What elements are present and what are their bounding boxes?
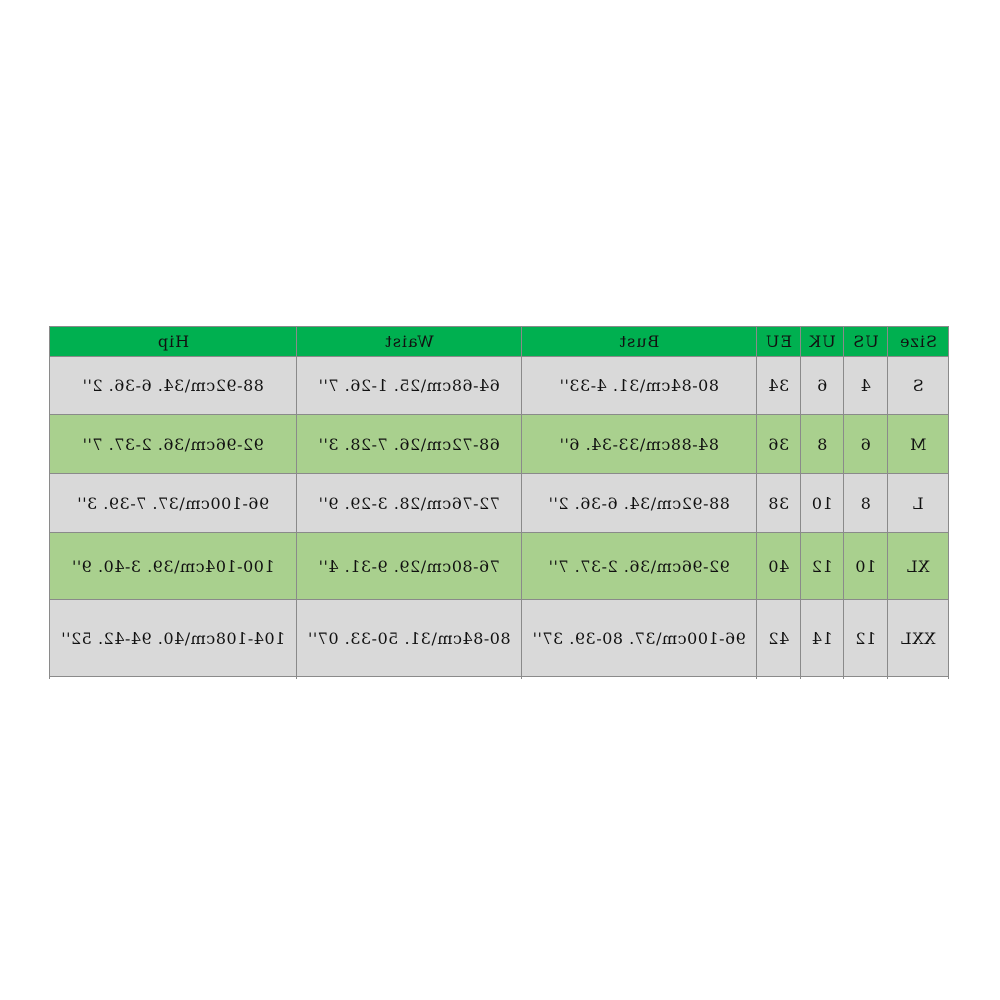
cell-us: 4: [844, 357, 888, 415]
cell-uk: 12: [801, 533, 844, 600]
header-hip: Hip: [50, 327, 297, 357]
cell-us: 12: [844, 600, 888, 677]
cell-size: S: [888, 357, 949, 415]
cell-hip: 104-108cm\40. 94-42. 52'': [50, 600, 297, 677]
table-row: [50, 474, 949, 533]
header-us: US: [844, 327, 888, 357]
table-row: [50, 357, 949, 415]
cell-bust: 96-100cm\37. 80-39. 37'': [522, 600, 757, 677]
header-bust: Bust: [522, 327, 757, 357]
cell-eu: 36: [757, 415, 801, 474]
cell-waist: 72-76cm\28. 3-29. 9'': [297, 474, 522, 533]
cell-waist: 64-68cm\25. 1-26. 7'': [297, 357, 522, 415]
edge-cell: [844, 677, 888, 680]
cell-eu: 38: [757, 474, 801, 533]
header-waist: Waist: [297, 327, 522, 357]
header-uk: UK: [801, 327, 844, 357]
table-row: [50, 415, 949, 474]
cell-hip: 96-100cm\37. 7-39. 3'': [50, 474, 297, 533]
cell-hip: 92-96cm\36. 2-37. 7'': [50, 415, 297, 474]
cell-bust: 80-84cm\31. 4-33'': [522, 357, 757, 415]
cell-hip: 88-92cm\34. 6-36. 2'': [50, 357, 297, 415]
cell-uk: 6: [801, 357, 844, 415]
edge-cell: [757, 677, 801, 680]
edge-cell: [801, 677, 844, 680]
edge-cell: [888, 677, 949, 680]
cell-eu: 34: [757, 357, 801, 415]
table-row: [50, 533, 949, 600]
cell-uk: 14: [801, 600, 844, 677]
cell-us: 10: [844, 533, 888, 600]
cell-size: XL: [888, 533, 949, 600]
cell-size: L: [888, 474, 949, 533]
table-bottom-edge: [50, 677, 949, 680]
edge-cell: [297, 677, 522, 680]
cell-eu: 42: [757, 600, 801, 677]
cell-us: 8: [844, 474, 888, 533]
cell-waist: 76-80cm\29. 9-31. 4'': [297, 533, 522, 600]
header-size: Size: [888, 327, 949, 357]
cell-hip: 100-104cm\39. 3-40. 9'': [50, 533, 297, 600]
header-eu: EU: [757, 327, 801, 357]
cell-waist: 68-72cm\26. 7-28. 3'': [297, 415, 522, 474]
cell-size: M: [888, 415, 949, 474]
cell-bust: 88-92cm\34. 6-36. 2'': [522, 474, 757, 533]
size-chart-table: [49, 326, 949, 679]
cell-size: XXL: [888, 600, 949, 677]
edge-cell: [522, 677, 757, 680]
table-row: [50, 600, 949, 677]
cell-us: 6: [844, 415, 888, 474]
cell-uk: 8: [801, 415, 844, 474]
cell-uk: 10: [801, 474, 844, 533]
cell-bust: 92-96cm\36. 2-37. 7'': [522, 533, 757, 600]
header-row: [50, 327, 949, 357]
cell-bust: 84-88cm\33-34. 6'': [522, 415, 757, 474]
cell-waist: 80-84cm\31. 50-33. 07'': [297, 600, 522, 677]
edge-cell: [50, 677, 297, 680]
cell-eu: 40: [757, 533, 801, 600]
